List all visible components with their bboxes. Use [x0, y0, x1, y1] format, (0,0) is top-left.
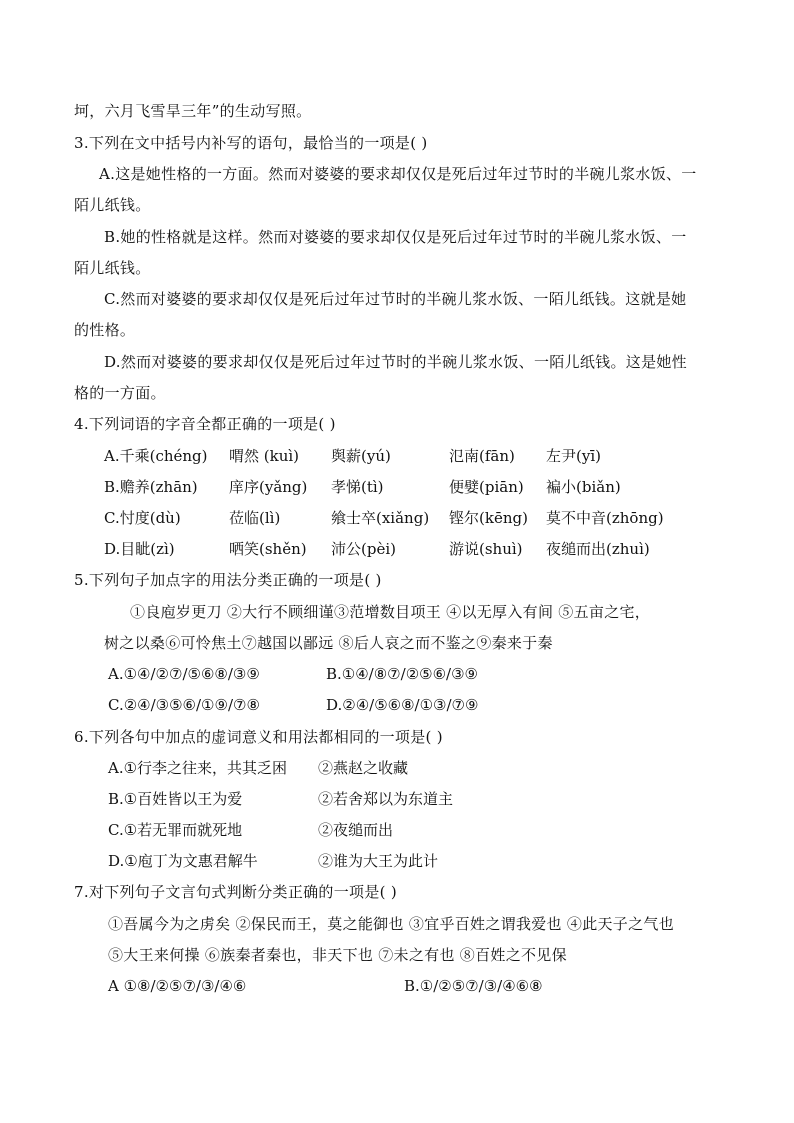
q3-option-a-line1: A.这是她性格的一方面。然而对婆婆的要求却仅仅是死后过年过节时的半碗儿浆水饭、一	[99, 165, 697, 183]
q3-option-c-line1: C.然而对婆婆的要求却仅仅是死后过年过节时的半碗儿浆水饭、一陌儿纸钱。这就是她	[104, 290, 687, 308]
q4-stem: 4.下列词语的字音全都正确的一项是( )	[74, 415, 336, 433]
q6-option-item2: ②若舍郑以为东道主	[318, 790, 454, 808]
q4-cell: 庠序(yǎng)	[229, 478, 308, 496]
q4-cell: 哂笑(shěn)	[229, 540, 307, 558]
q4-cell: 沛公(pèi)	[331, 540, 396, 558]
q4-cell: D.目眦(zì)	[104, 540, 175, 558]
q5-option-c: C.②④/③⑤⑥/①⑨/⑦⑧	[108, 696, 260, 714]
q6-option-item2: ②燕赵之收藏	[318, 759, 409, 777]
q4-cell: 游说(shuì)	[449, 540, 523, 558]
q4-cell: 飨士卒(xiǎng)	[331, 509, 430, 527]
q5-stem: 5.下列句子加点字的用法分类正确的一项是( )	[74, 571, 382, 589]
q4-cell: B.赡养(zhān)	[104, 478, 198, 496]
q3-option-d-line2: 格的一方面。	[74, 384, 166, 402]
q4-cell: 夜缒而出(zhuì)	[546, 540, 650, 558]
q4-cell: 氾南(fān)	[449, 447, 515, 465]
q3-option-a-line2: 陌儿纸钱。	[74, 196, 151, 214]
q7-stem: 7.对下列句子文言句式判断分类正确的一项是( )	[74, 883, 397, 901]
q4-cell: 左尹(yī)	[546, 447, 601, 465]
q6-option-item1: D.①庖丁为文惠君解牛	[108, 852, 258, 870]
q6-option-item1: A.①行李之往来，共其乏困	[108, 759, 288, 777]
q3-stem: 3.下列在文中括号内补写的语句，最恰当的一项是( )	[74, 134, 428, 152]
q3-option-c-line2: 的性格。	[74, 321, 136, 339]
q6-option-item2: ②谁为大王为此计	[318, 852, 439, 870]
q4-cell: 孝悌(tì)	[331, 478, 384, 496]
q3-option-d-line1: D.然而对婆婆的要求却仅仅是死后过年过节时的半碗儿浆水饭、一陌儿纸钱。这是她性	[104, 353, 687, 371]
q7-items-line1: ①吾属今为之虏矣 ②保民而王，莫之能御也 ③宜乎百姓之谓我爱也 ④此天子之气也	[108, 915, 675, 933]
q5-option-b: B.①④/⑧⑦/②⑤⑥/③⑨	[326, 665, 478, 683]
q6-option-item1: B.①百姓皆以王为爱	[108, 790, 243, 808]
q6-option-item1: C.①若无罪而就死地	[108, 821, 243, 839]
q4-cell: 莅临(lì)	[229, 509, 281, 527]
q3-option-b-line2: 陌儿纸钱。	[74, 259, 151, 277]
q4-cell: 喟然 (kuì)	[229, 447, 300, 465]
q4-cell: C.忖度(dù)	[104, 509, 181, 527]
q5-option-a: A.①④/②⑦/⑤⑥⑧/③⑨	[108, 665, 260, 683]
q4-cell: 便嬖(piān)	[449, 478, 524, 496]
q4-cell: 莫不中音(zhōng)	[546, 509, 664, 527]
q4-cell: 铿尔(kēng)	[449, 509, 528, 527]
q6-stem: 6.下列各句中加点的虚词意义和用法都相同的一项是( )	[74, 728, 443, 746]
q5-option-d: D.②④/⑤⑥⑧/①③/⑦⑨	[326, 696, 479, 714]
q4-cell: A.千乘(chéng)	[104, 447, 208, 465]
q7-option-b: B.①/②⑤⑦/③/④⑥⑧	[404, 977, 543, 995]
q6-option-item2: ②夜缒而出	[318, 821, 394, 839]
q4-cell: 舆薪(yú)	[331, 447, 391, 465]
q5-items-line1: ①良庖岁更刀 ②大行不顾细谨③范增数目项王 ④以无厚入有间 ⑤五亩之宅，	[130, 603, 651, 621]
q5-items-line2: 树之以桑⑥可怜焦土⑦越国以鄙远 ⑧后人哀之而不鉴之⑨秦来于秦	[104, 634, 553, 652]
q3-option-b-line1: B.她的性格就是这样。然而对婆婆的要求却仅仅是死后过年过节时的半碗儿浆水饭、一	[104, 228, 687, 246]
q4-cell: 褊小(biǎn)	[546, 478, 621, 496]
q7-items-line2: ⑤大王来何操 ⑥族秦者秦也，非天下也 ⑦未之有也 ⑧百姓之不见保	[108, 946, 567, 964]
q7-option-a: A ①⑧/②⑤⑦/③/④⑥	[108, 977, 247, 995]
continuation-line: 坷，六月飞雪旱三年”的生动写照。	[74, 102, 312, 120]
